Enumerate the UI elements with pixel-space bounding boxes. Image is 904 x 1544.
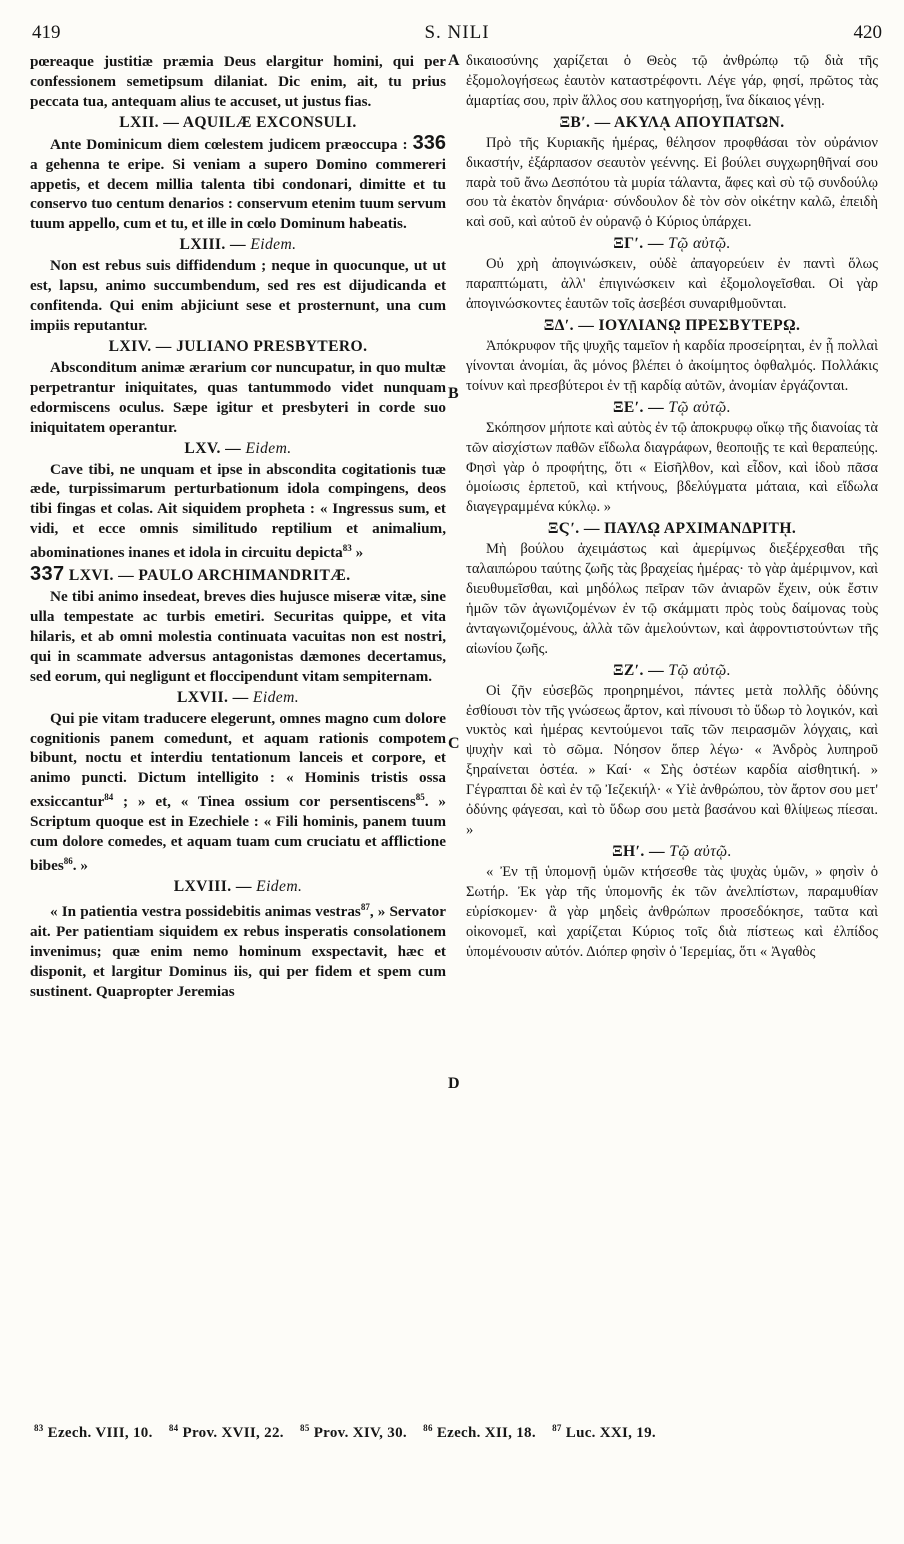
greek-letter-68: « Ἐν τῇ ὑπομονῇ ὑμῶν κτήσεσθε τὰς ψυχὰς ὑμῶν, » φησὶν ὁ Σωτήρ. Ἐκ γὰρ τῆς ὑπομονῆς ἐκ τῶν ἀνελπίστων, παραμυθίαν εὑρίσκομεν· ἃ γὰρ μηδεὶς ἀνθρώπων προσεδόκησε, ταῦτα καὶ οἰκονομεῖ, καὶ χαρίζεται Κύριος τοῖς διὰ πίστεως καὶ ἐλπίδος ὑπομένουσιν αὐτόν. Διόπερ φησὶν ὁ Ἱερεμίας, ὅτι « Ἀγαθὸς xyxy=(466,863,878,960)
greek-heading-68-num: ΞΗʹ. — xyxy=(612,842,665,860)
greek-heading-65-num: ΞΕʹ. — xyxy=(612,398,665,416)
latin-68-part-a: « In patientia vestra possidebitis animas vestras xyxy=(50,903,361,921)
greek-letter-66: Μὴ βούλου ἀχειμάστως καὶ ἀμερίμνως διεξέρχεσθαι τῆς ταλαιπώρου ταύτης ζωῆς τὰς βραχείας ἡμέρας· τὸ γὰρ ἀμέριμνον, καὶ διευθυμεῖσθαι, καὶ μηδόλως πεῖραν τῶν ἀνιαρῶν ἔχειν, οὐκ ἔστιν ἡμῶν τῶν ἀγωνιζομένων ἐν τῷ σκάμματι πρὸς τοὺς δαίμονας τοὺς ἀνταγωνιζομένους, ἀλλὰ τῶν ἀμελούντων, καὶ ἀφροντιστούντων τῆς αἰωνίου ζωῆς. xyxy=(466,541,878,657)
latin-heading-63-eidem: Eidem. xyxy=(250,236,297,254)
latin-heading-68-num: LXVIII. — xyxy=(173,878,252,895)
greek-heading-66: ΞϚʹ. — ΠΑΥΛῼ ΑΡΧΙΜΑΝΔΡΙΤῌ. xyxy=(547,520,797,538)
greek-letter-65: Σκόπησον μήποτε καὶ αὐτὸς ἐν τῷ ἀποκρυφῳ οἴκῳ τῆς διανοίας τὰ τῶν αἰσχίστων παθῶν εἴδωλα διαγράφων, θεοποιῇς τε καὶ θεραπεύῃς. Φησὶ γὰρ ὁ προφήτης, ὅτι « Εἰσῆλθον, καὶ εἶδον, καὶ ἰδοὺ πᾶσα ὁμοίωσις ἑρπετοῦ, καὶ κτήνους, βδελύγματα μάταια, καὶ εἴδωλα διαγεγραμμένα κύκλῳ. » xyxy=(466,419,878,516)
latin-heading-62: LXII. — AQUILÆ EXCONSULI. xyxy=(119,113,357,131)
footnote-number-86: 86 xyxy=(423,1423,433,1433)
latin-heading-67 xyxy=(30,688,446,708)
latin-letter-66: Ne tibi animo insedeat, breves dies hujusce miseræ vitæ, sine ulla tempestate ac turbis emetiri. Securitas quippe, et vita hilaris, et ab omni molestia continuata vacuitas non est nostri, qui in scammate adversus antagonistas dæmones decertamus, sed eorum, qui negligunt et floccipendunt vitam sempiternam. xyxy=(30,588,446,685)
latin-heading-68-eidem: Eidem. xyxy=(256,878,303,895)
latin-heading-66-text: LXVI. — PAULO ARCHIMANDRITÆ. xyxy=(68,567,351,585)
greek-heading-67-same: Τῷ αὐτῷ. xyxy=(668,661,732,679)
footnote-84: Prov. XVII, 22. xyxy=(182,1425,284,1441)
running-title: S. NILI xyxy=(424,22,490,43)
greek-heading-65-same: Τῷ αὐτῷ. xyxy=(668,398,732,416)
latin-heading-63 xyxy=(30,235,446,255)
latin-heading-64: LXIV. — JULIANO PRESBYTERO. xyxy=(108,337,368,355)
column-number-336: 336 xyxy=(412,131,446,154)
footnote-ref-84: 84 xyxy=(104,792,114,803)
footnote-number-85: 85 xyxy=(300,1423,310,1433)
right-page-number: 420 xyxy=(853,22,882,43)
section-marker-b: B xyxy=(448,385,459,402)
latin-heading-65-eidem: Eidem. xyxy=(245,439,292,457)
latin-65-text: Cave tibi, ne unquam et ipse in abscondita cogitationis tuæ æde, turpissimarum perturbationum idola compingens, deos tibi fingas et colas. Ait siquidem propheta : « Ingressus sum, et vidi, et ecce omnis similitudo reptilium et animalium, abominationes inanes et idola in circuitu depicta xyxy=(30,460,446,562)
latin-letter-64: Absconditum animæ ærarium cor nuncupatur, in quo multæ perpetrantur iniquitates, quas tantummodo videt nunquam edormiscens oculus. Sæpe igitur et presbyteri in corde suo iniquitatem operantur. xyxy=(30,358,446,436)
latin-column xyxy=(30,52,446,1002)
latin-67-part-b: ; » et, « Tinea ossium cor persentiscens xyxy=(113,793,416,811)
latin-letter-68 xyxy=(30,898,446,1002)
footnote-ref-85: 85 xyxy=(415,792,425,803)
footnote-number-83: 83 xyxy=(34,1423,44,1433)
greek-letter-63: Οὐ χρὴ ἀπογινώσκειν, οὐδὲ ἀπαγορεύειν ἐν παντὶ ὅλως παραπτώματι, ἀλλ' ἐπιγινώσκειν καὶ ἐξομολογεῖσθαι. Οἱ γὰρ ἀπογινώσκοντες ἑαυτῶν τοῖς ἀσεβέσι συναριθμοῦνται. xyxy=(466,256,878,313)
greek-heading-67 xyxy=(466,661,878,681)
greek-heading-63 xyxy=(466,234,878,254)
running-header xyxy=(32,18,882,48)
latin-letter-67 xyxy=(30,709,446,876)
latin-heading-68 xyxy=(30,877,446,897)
footnote-ref-87: 87 xyxy=(360,902,370,912)
greek-heading-68-same: Τῷ αὐτῷ. xyxy=(669,842,732,860)
section-marker-d: D xyxy=(448,1075,460,1092)
footnote-87: Luc. XXI, 19. xyxy=(565,1425,656,1441)
footnote-86: Ezech. XII, 18. xyxy=(436,1425,536,1441)
latin-letter-65 xyxy=(30,460,446,564)
greek-heading-68 xyxy=(466,842,878,862)
latin-letter-63: Non est rebus suis diffidendum ; neque in quocunque, ut ut est, lapsu, animo succumbendum, sed res est dijudicanda et confitenda. Qui enim abjiciunt sese et prosternunt, una cum impiis reputantur. xyxy=(30,257,446,334)
greek-heading-67-num: ΞΖʹ. — xyxy=(612,661,665,679)
latin-heading-67-num: LXVII. — xyxy=(176,688,249,706)
greek-heading-62: ΞΒʹ. — ΑΚΥΛᾼ ΑΠΟΥΠΑΤΩΝ. xyxy=(559,113,785,131)
footnote-number-84: 84 xyxy=(168,1423,179,1433)
latin-heading-65 xyxy=(30,439,446,459)
latin-heading-65-num: LXV. — xyxy=(184,439,242,457)
left-page-number: 419 xyxy=(32,22,61,43)
section-marker-a: A xyxy=(448,52,460,69)
greek-letter-62: Πρὸ τῆς Κυριακῆς ἡμέρας, θέλησον προφθάσαι τὸν οὐράνιον δικαστήν, ἐξάρπασον σεαυτὸν γεέννης. Εἰ βούλει συγχωρηθῆναί σου παρὰ τοῦ ἄνω Δεσπότου τὰ μυρία τάλαντα, ἄφες καὶ σὺ τῷ συνδούλῳ σου τὰ ἑκατὸν δηνάρια· σύνδουλον δὲ τὸν σὸν οἰκέτην καλῶ, ἐπειδὴ καὶ σοῦ, καὶ αὐτοῦ ἐν οὐρανῷ ὁ Κύριος ὑπάρχει. xyxy=(466,134,878,231)
footnote-ref-86: 86 xyxy=(63,856,73,867)
greek-letter-67: Οἱ ζῆν εὐσεβῶς προηρημένοι, πάντες μετὰ πολλῆς ὀδύνης ἐσθίουσι τὸν τῆς γνώσεως ἄρτον, καὶ πίνουσι τὸ ὕδωρ τὸ λογικόν, καὶ νυκτὸς καὶ ἡμέρας κεντούμενοι ταῖς τῶν πειρασμῶν λόγχαις, καὶ ψυχὴν καὶ τὸ σῶμα. Νόησον ὅπερ λέγω· « Ἀνδρὸς λυπηροῦ ξηραίνεται ὀστέα. » Καί· « Σὴς ὀστέων καρδία αἰσθητική. » Γέγραπται δὲ καὶ ἐν τῷ Ἰεζεκιήλ· « Υἱὲ ἀνθρώπου, τὸν ἄρτον σου μετ' ὀδύνης φάγεσαι, καὶ τὸ ὕδωρ σου μετὰ βασάνου καὶ θλίψεως πίεσαι. » xyxy=(466,682,878,838)
column-number-337: 337 xyxy=(30,563,65,586)
footnote-ref-83: 83 xyxy=(342,543,352,554)
latin-62-part-a: Ante Dominicum diem cœlestem judicem præoccupa : xyxy=(50,135,408,153)
latin-67-part-c: . » Scriptum quoque est in Ezechiele : « Fili hominis, panem tuum cum dolore comedes, et aquam tuam cum cruciatu et afflictione bibes xyxy=(30,793,447,875)
latin-68-part-b: , » Servator ait. Per patientiam siquidem ex rebus insperatis consolationem invenimus; quæ enim nemo hominum exspectavit, hæc et disponit, et largitur Dominus iis, qui per fidem et spem cum sustinent. Quapropter Jeremias xyxy=(30,903,446,1000)
greek-column xyxy=(466,52,878,962)
footnote-83: Ezech. VIII, 10. xyxy=(47,1425,153,1441)
footnote-85: Prov. XIV, 30. xyxy=(313,1425,407,1441)
footnote-number-87: 87 xyxy=(552,1423,562,1433)
footnotes xyxy=(34,1418,876,1443)
greek-heading-63-same: Τῷ αὐτῷ. xyxy=(668,235,731,253)
latin-65-close: » xyxy=(351,544,364,562)
latin-intro: pœreaque justitiæ præmia Deus elargitur homini, qui per confessionem semetipsum dilaniat. Dic enim, ait, tu prius peccata tua, antequam alius te accuset, ut justus fias. xyxy=(30,53,446,110)
latin-heading-63-num: LXIII. — xyxy=(179,236,246,254)
greek-intro: δικαιοσύνης χαρίζεται ὁ Θεὸς τῷ ἀνθρώπῳ τῷ διὰ τῆς ἐξομολογήσεως ἑαυτὸν καταστρέφοντι. Λέγε γάρ, φησί, πρῶτος τὰς ἁμαρτίας σου, πρὶν ἄλλος σου κατηγορήσῃ, ἵνα δίκαιος γένῃ. xyxy=(466,53,878,109)
latin-heading-66 xyxy=(30,564,446,586)
greek-heading-65 xyxy=(466,398,878,418)
greek-heading-64: ΞΔʹ. — ΙΟΥΛΙΑΝῼ ΠΡΕΣΒΥΤΕΡῼ. xyxy=(543,316,801,334)
latin-letter-62 xyxy=(30,131,446,235)
greek-letter-64: Ἀπόκρυφον τῆς ψυχῆς ταμεῖον ἡ καρδία προσείρηται, ἐν ᾗ πολλαὶ γίνονται ἀνομίαι, ἃς μόνος βλέπει ὁ ἀκοίμητος ὀφθαλμός. Πολλάκις τοίνυν καὶ πρεσβύτεροι ἐν τῇ καρδίᾳ αὐτῶν, ἀνομίαν ἐργάζονται. xyxy=(466,337,878,394)
latin-heading-67-eidem: Eidem. xyxy=(252,688,300,706)
greek-heading-63-num: ΞΓʹ. — xyxy=(613,235,664,253)
latin-62-part-b: a gehenna te eripe. Si veniam a supero Domino commereri appetis, et decem millia talenta tibi condonari, dimitte et tu conservo tuo centum denarios : conservum etenim tuum servum tuum appello, cum et tu, et ille in cœlo Dominum habeatis. xyxy=(30,155,446,233)
latin-67-part-d: . » xyxy=(72,857,88,875)
section-marker-c: C xyxy=(448,735,460,752)
latin-67-part-a: Qui pie vitam traducere elegerunt, omnes magno cum dolore cognitionis panem comedunt, et aquam rationis compotem bibunt, noctu et interdiu tentationum lanceis et corpore, et animo puncti. Dictum intelligito : « Hominis tristis ossa exsiccantur xyxy=(30,709,446,811)
